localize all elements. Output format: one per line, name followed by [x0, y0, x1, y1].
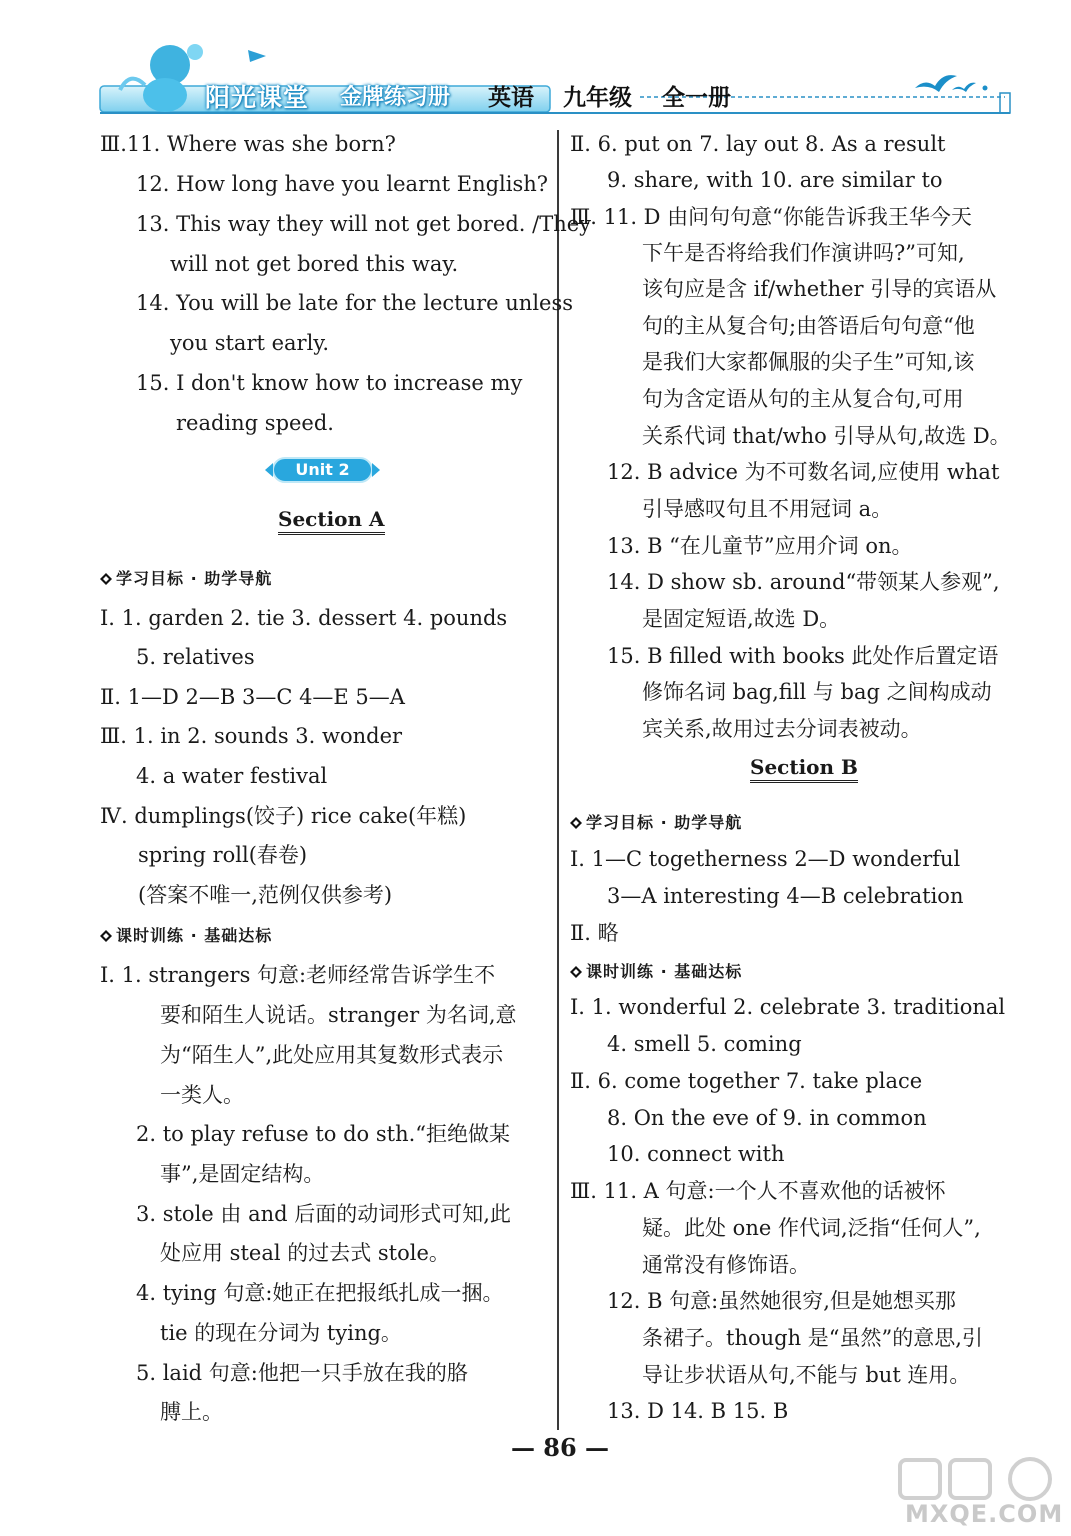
answer-line: Ⅱ. 1—D 2—B 3—C 4—E 5—A [100, 685, 405, 709]
answer-line: 导让步状语从句,不能与 but 连用。 [642, 1363, 971, 1387]
unit-badge-label: Unit 2 [295, 460, 350, 479]
answer-line: 膊上。 [160, 1400, 223, 1424]
answer-line: spring roll(春卷) [138, 843, 308, 867]
answer-line: tie 的现在分词为 tying。 [160, 1321, 402, 1345]
subsection-head: 学习目标 · 助学导航 [570, 809, 742, 837]
grade-label: 九年级 [563, 85, 632, 111]
answer-line: Ⅳ. dumplings(饺子) rice cake(年糕) [100, 804, 467, 828]
subsection-head: 课时训练 · 基础达标 [570, 958, 742, 986]
answer-line: 14. You will be late for the lecture unless [136, 291, 574, 315]
answer-line: 3—A interesting 4—B celebration [607, 884, 964, 908]
answer-line: Ⅰ. 1—C togetherness 2—D wonderful [570, 847, 961, 871]
diamond-icon [100, 930, 112, 942]
answer-line: 关系代词 that/who 引导从句,故选 D。 [642, 424, 1011, 448]
answer-line: 15. B filled with books 此处作后置定语 [607, 644, 999, 668]
answer-line: 12. How long have you learnt English? [136, 172, 549, 196]
answer-line: 8. On the eve of 9. in common [607, 1106, 927, 1130]
series-title: 金牌练习册 [340, 85, 451, 110]
section-b-title: Section B [750, 755, 858, 783]
answer-line: 条裙子。though 是“虽然”的意思,引 [642, 1326, 983, 1350]
answer-line: 3. stole 由 and 后面的动词形式可知,此 [136, 1202, 511, 1226]
answer-line: Ⅰ. 1. strangers 句意:老师经常告诉学生不 [100, 963, 496, 987]
answer-line: reading speed. [176, 411, 334, 435]
answer-line: 一类人。 [160, 1083, 244, 1107]
answer-line: 疑。此处 one 作代词,泛指“任何人”, [642, 1216, 981, 1240]
answer-line: 2. to play refuse to do sth.“拒绝做某 [136, 1122, 511, 1146]
answer-line: 宾关系,故用过去分词表被动。 [642, 717, 922, 741]
answer-line: 15. I don't know how to increase my [136, 371, 523, 395]
section-a-title: Section A [278, 507, 385, 535]
answer-line: will not get bored this way. [170, 252, 459, 276]
answer-line: 13. B “在儿童节”应用介词 on。 [607, 534, 913, 558]
answer-line: Ⅲ.11. Where was she born? [100, 132, 396, 156]
answer-line: Ⅱ. 6. come together 7. take place [570, 1069, 923, 1093]
answer-line: 处应用 steal 的过去式 stole。 [160, 1241, 450, 1265]
answer-line: 该句应是含 if/whether 引导的宾语从 [642, 277, 997, 301]
answer-line: Ⅲ. 11. A 句意:一个人不喜欢他的话被怀 [570, 1179, 946, 1203]
watermark-text: MXQE.COM [905, 1500, 1064, 1528]
answer-line: 下午是否将给我们作演讲吗?”可知, [642, 241, 965, 265]
answer-line: 事”,是固定结构。 [160, 1162, 325, 1186]
volume-label: 全一册 [662, 85, 731, 111]
answer-line: 句为含定语从句的主从复合句,可用 [642, 387, 964, 411]
answer-line: 5. laid 句意:他把一只手放在我的胳 [136, 1361, 468, 1385]
answer-line: 4. tying 句意:她正在把报纸扎成一捆。 [136, 1281, 504, 1305]
answer-line: Ⅱ. 6. put on 7. lay out 8. As a result [570, 132, 946, 156]
answer-line: 13. This way they will not get bored. /They [136, 212, 592, 236]
answer-line: (答案不唯一,范例仅供参考) [138, 883, 393, 907]
column-divider [557, 130, 559, 1430]
answer-line: 13. D 14. B 15. B [607, 1399, 789, 1423]
answer-line: 修饰名词 bag,fill 与 bag 之间构成动 [642, 680, 992, 704]
answer-line: Ⅰ. 1. garden 2. tie 3. dessert 4. pounds [100, 606, 508, 630]
subsection-head: 学习目标 · 助学导航 [100, 565, 272, 593]
answer-line: Ⅱ. 略 [570, 921, 619, 945]
answer-line: Ⅰ. 1. wonderful 2. celebrate 3. traditional [570, 995, 1006, 1019]
diamond-icon [570, 817, 582, 829]
answer-line: 4. a water festival [136, 764, 328, 788]
answer-line: 12. B advice 为不可数名词,应使用 what [607, 460, 1000, 484]
page-number: — 86 — [510, 1433, 610, 1462]
page-header [0, 0, 1071, 130]
answer-line: 14. D show sb. around“带领某人参观”, [607, 570, 1000, 594]
diamond-icon [570, 966, 582, 978]
subsection-head: 课时训练 · 基础达标 [100, 922, 272, 950]
answer-line: 要和陌生人说话。stranger 为名词,意 [160, 1003, 517, 1027]
answer-line: 是固定短语,故选 D。 [642, 607, 841, 631]
answer-line: 9. share, with 10. are similar to [607, 168, 943, 192]
answer-line: 是我们大家都佩服的尖子生”可知,该 [642, 350, 975, 374]
answer-line: 4. smell 5. coming [607, 1032, 802, 1056]
diamond-icon [100, 573, 112, 585]
subject-label: 英语 [488, 85, 534, 111]
answer-line: 12. B 句意:虽然她很穷,但是她想买那 [607, 1289, 956, 1313]
brand-title: 阳光课堂 [205, 83, 310, 112]
answer-line: 5. relatives [136, 645, 255, 669]
answer-line: 通常没有修饰语。 [642, 1253, 810, 1277]
answer-line: you start early. [170, 331, 330, 355]
answer-line: Ⅲ. 1. in 2. sounds 3. wonder [100, 724, 403, 748]
answer-line: 10. connect with [607, 1142, 785, 1166]
unit-badge [265, 455, 380, 485]
answer-line: Ⅲ. 11. D 由问句句意“你能告诉我王华今天 [570, 205, 972, 229]
answer-line: 句的主从复合句;由答语后句句意“他 [642, 314, 975, 338]
answer-line: 引导感叹句且不用冠词 a。 [642, 497, 893, 521]
header-banner-icon [0, 0, 1071, 130]
answer-line: 为“陌生人”,此处应用其复数形式表示 [160, 1043, 504, 1067]
